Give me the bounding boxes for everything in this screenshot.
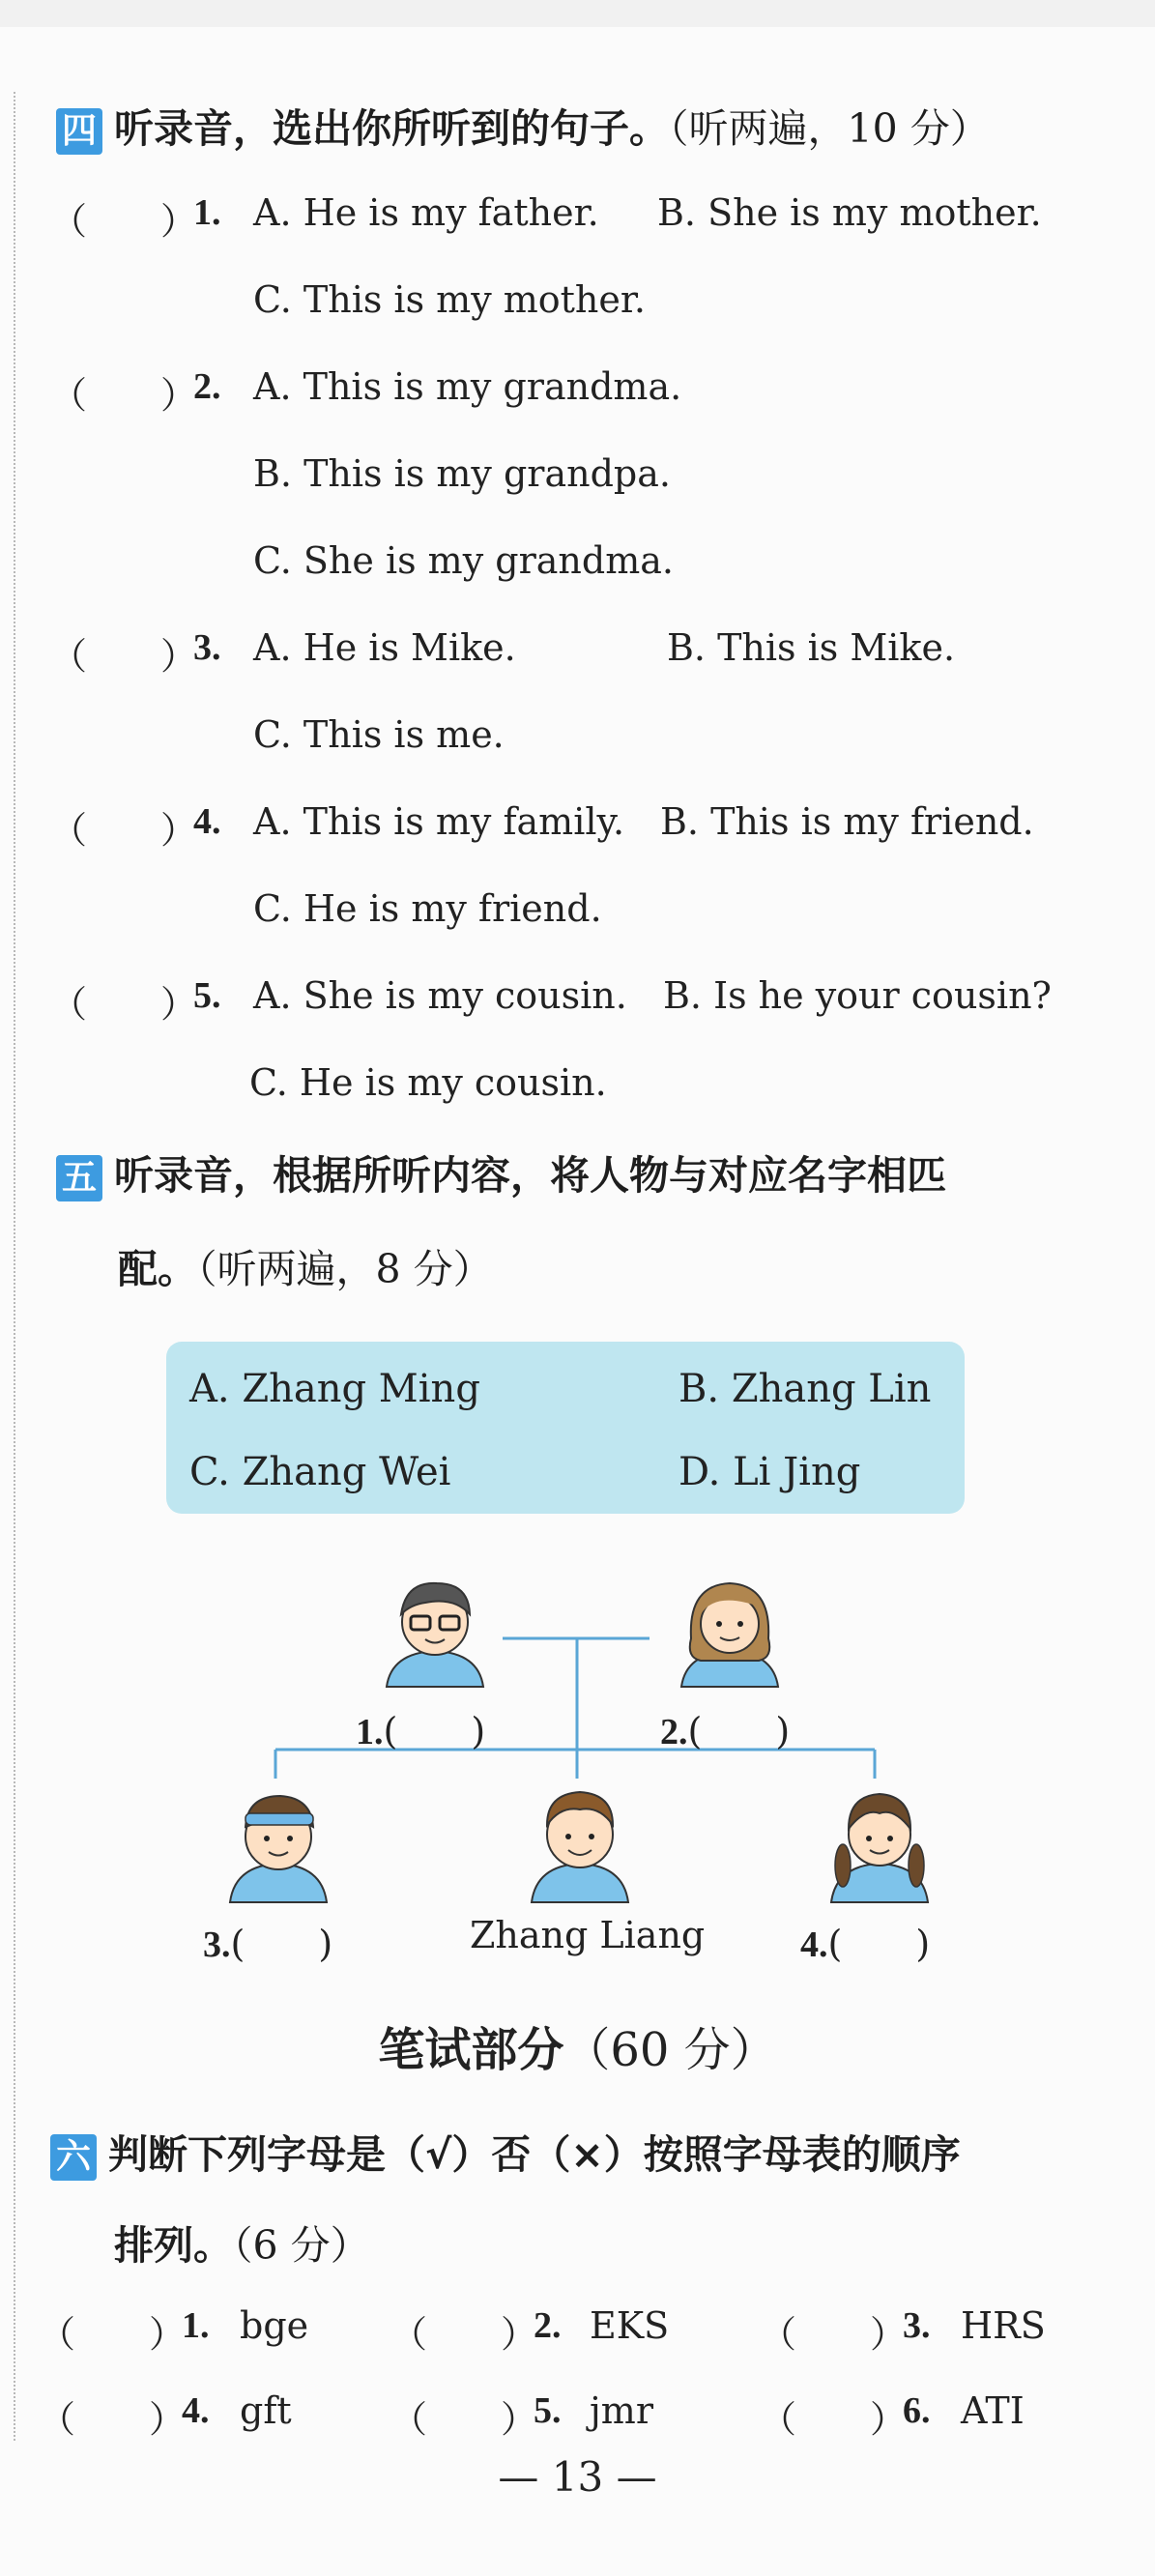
person-2-number: 2. bbox=[660, 1712, 688, 1752]
q1-option-c: C. This is my mother. bbox=[253, 278, 646, 321]
answer-blank-q3[interactable]: （ ） bbox=[50, 635, 198, 678]
q3-option-b: B. This is Mike. bbox=[667, 626, 956, 669]
q4-option-b: B. This is my friend. bbox=[660, 800, 1034, 843]
person-4-label bbox=[800, 1914, 930, 1967]
section-6-heading bbox=[50, 2123, 961, 2181]
section-6-title-line2: 排列。 bbox=[114, 2222, 233, 2269]
s6-q3-number: 3. bbox=[903, 2305, 931, 2346]
answer-blank-s6-q1[interactable]: （ ） bbox=[39, 2313, 187, 2356]
person-3-blank[interactable]: ( ) bbox=[230, 1923, 333, 1965]
girl-braids-figure bbox=[831, 1794, 928, 1902]
section-5-badge: 五 bbox=[56, 1155, 102, 1201]
q5-number: 5. bbox=[193, 975, 221, 1016]
q4-option-a: A. This is my family. bbox=[253, 800, 625, 843]
page-number: — 13 — bbox=[498, 2453, 657, 2501]
q3-number: 3. bbox=[193, 627, 221, 668]
s6-q5-letters: jmr bbox=[590, 2389, 653, 2432]
q2-option-c: C. She is my grandma. bbox=[253, 539, 674, 582]
section-4-points: （听两遍，10 分） bbox=[669, 105, 990, 152]
person-3-number: 3. bbox=[203, 1925, 231, 1965]
s6-q1-number: 1. bbox=[182, 2305, 210, 2346]
section-4-title: 听录音，选出你所听到的句子。 bbox=[114, 105, 669, 152]
s6-q6-number: 6. bbox=[903, 2390, 931, 2431]
person-1-number: 1. bbox=[356, 1712, 384, 1752]
q2-option-b: B. This is my grandpa. bbox=[253, 452, 671, 495]
written-section-heading bbox=[0, 2012, 1155, 2079]
person-4-blank[interactable]: ( ) bbox=[827, 1923, 931, 1965]
section-6-points: （6 分） bbox=[233, 2222, 370, 2269]
name-choice-a: A. Zhang Ming bbox=[189, 1367, 480, 1411]
s6-q2-letters: EKS bbox=[590, 2304, 670, 2347]
answer-blank-s6-q4[interactable]: （ ） bbox=[39, 2398, 187, 2441]
s6-q5-number: 5. bbox=[534, 2390, 562, 2431]
section-4-heading bbox=[56, 97, 990, 155]
answer-blank-q4[interactable]: （ ） bbox=[50, 809, 198, 852]
answer-blank-s6-q6[interactable]: （ ） bbox=[760, 2398, 908, 2441]
written-section-title: 笔试部分 bbox=[378, 2023, 564, 2077]
q4-option-c: C. He is my friend. bbox=[253, 887, 602, 930]
father-figure bbox=[387, 1583, 483, 1687]
q1-option-b: B. She is my mother. bbox=[657, 191, 1042, 234]
s6-q3-letters: HRS bbox=[961, 2304, 1046, 2347]
mother-figure bbox=[681, 1583, 778, 1687]
section-6-badge: 六 bbox=[50, 2134, 97, 2181]
family-tree-illustration bbox=[0, 1547, 1155, 1933]
s6-q2-number: 2. bbox=[534, 2305, 562, 2346]
section-6-heading-line2 bbox=[114, 2214, 370, 2271]
name-choice-d: D. Li Jing bbox=[679, 1450, 861, 1494]
person-1-label bbox=[356, 1701, 485, 1754]
name-choices-box bbox=[166, 1342, 965, 1514]
name-choice-b: B. Zhang Lin bbox=[679, 1367, 932, 1411]
section-5-title-line2: 配。 bbox=[118, 1246, 197, 1292]
section-5-title-line1: 听录音，根据所听内容，将人物与对应名字相匹 bbox=[114, 1152, 946, 1199]
section-4-badge: 四 bbox=[56, 108, 102, 155]
answer-blank-q5[interactable]: （ ） bbox=[50, 983, 198, 1026]
top-band bbox=[0, 0, 1155, 27]
section-5-points: （听两遍，8 分） bbox=[197, 1246, 493, 1292]
section-6-title-line1: 判断下列字母是（√）否（×）按照字母表的顺序 bbox=[108, 2131, 961, 2178]
answer-blank-q2[interactable]: （ ） bbox=[50, 374, 198, 417]
q2-number: 2. bbox=[193, 366, 221, 407]
answer-blank-s6-q2[interactable]: （ ） bbox=[390, 2313, 538, 2356]
q3-option-a: A. He is Mike. bbox=[253, 626, 516, 669]
boy-headband-figure bbox=[230, 1796, 327, 1902]
q5-option-c: C. He is my cousin. bbox=[249, 1061, 607, 1104]
q1-option-a: A. He is my father. bbox=[253, 191, 599, 234]
s6-q6-letters: ATI bbox=[961, 2389, 1025, 2432]
answer-blank-s6-q5[interactable]: （ ） bbox=[390, 2398, 538, 2441]
s6-q4-number: 4. bbox=[182, 2390, 210, 2431]
written-section-points: （60 分） bbox=[563, 2023, 777, 2077]
answer-blank-s6-q3[interactable]: （ ） bbox=[760, 2313, 908, 2356]
q5-option-a: A. She is my cousin. bbox=[253, 974, 627, 1017]
q5-option-b: B. Is he your cousin? bbox=[663, 974, 1052, 1017]
q1-number: 1. bbox=[193, 192, 221, 233]
zhang-liang-label: Zhang Liang bbox=[470, 1914, 706, 1956]
q4-number: 4. bbox=[193, 801, 221, 842]
section-5-heading-line2 bbox=[118, 1237, 493, 1294]
q2-option-a: A. This is my grandma. bbox=[253, 365, 682, 408]
person-3-label bbox=[203, 1914, 332, 1967]
zhang-liang-figure bbox=[532, 1792, 628, 1902]
q3-option-c: C. This is me. bbox=[253, 713, 505, 756]
section-5-heading bbox=[56, 1143, 946, 1201]
person-2-label bbox=[660, 1701, 790, 1754]
name-choice-c: C. Zhang Wei bbox=[189, 1450, 451, 1494]
binding-dotted-line bbox=[14, 92, 15, 2441]
s6-q1-letters: bge bbox=[240, 2304, 309, 2347]
person-2-blank[interactable]: ( ) bbox=[687, 1710, 791, 1752]
answer-blank-q1[interactable]: （ ） bbox=[50, 200, 198, 243]
person-4-number: 4. bbox=[800, 1925, 828, 1965]
s6-q4-letters: gft bbox=[240, 2389, 292, 2432]
person-1-blank[interactable]: ( ) bbox=[383, 1710, 486, 1752]
